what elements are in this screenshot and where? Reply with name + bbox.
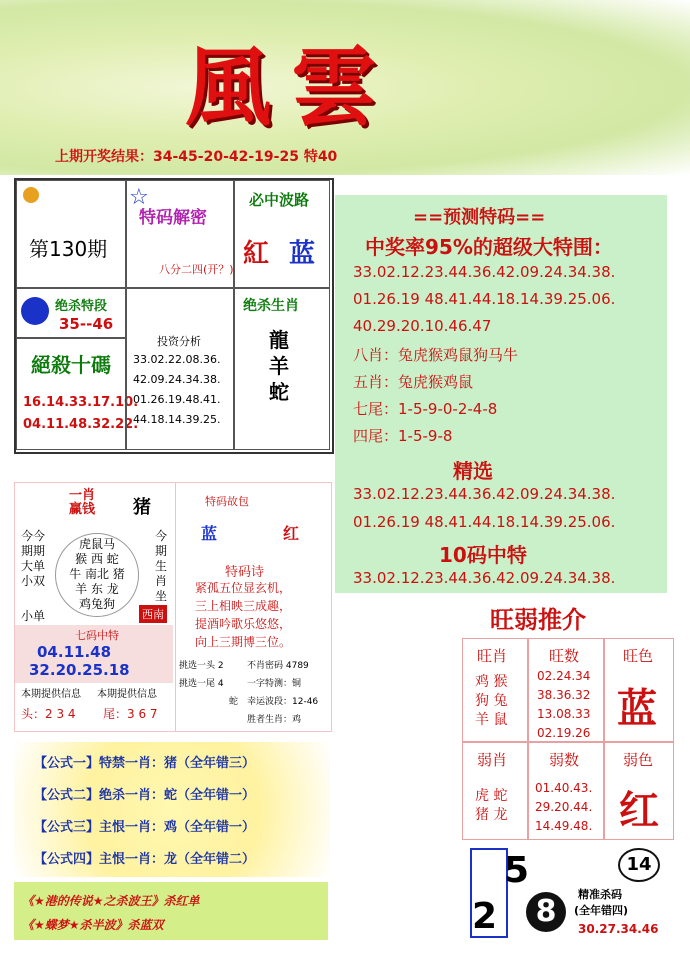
kill-section-cell [16, 288, 126, 338]
weak-color-cell [604, 742, 674, 840]
poem-line: 向上三期博三位。 [195, 635, 292, 649]
weak-color-value: 红 [619, 788, 659, 834]
predict-subheader: 中奖率95%的超级大特围： [365, 235, 613, 259]
wave-label: 必中波路 [249, 191, 310, 209]
kill-wave-line: 《★蝶梦★杀半波》杀蓝双 [22, 918, 164, 932]
formula-line: 【公式三】主恨一肖：鸡（全年错一） [34, 820, 256, 835]
invest-line: 33.02.22.08.36. [133, 353, 221, 366]
predict-line: 五肖：兔虎猴鸡鼠 [353, 373, 474, 391]
head-label: 本期提供信息 [21, 689, 81, 700]
previous-result [55, 146, 337, 166]
weak-zodiac-label: 弱肖 [477, 751, 508, 769]
ten-code-header: 10码中特 [439, 543, 527, 567]
issue-cell [16, 180, 126, 288]
puzzle-color-blue: 蓝 [201, 524, 218, 543]
one-zodiac-value: 猪 [133, 497, 151, 518]
small-odd-label: 小单 [21, 609, 46, 623]
star-icon: ☆ [129, 185, 149, 210]
yinyang-icon [21, 297, 49, 325]
seven-code-line: 04.11.48 [37, 643, 112, 661]
kill-zodiac-value: 龍羊蛇 [269, 328, 289, 404]
strong-zodiac-cell [462, 638, 528, 742]
formula-panel [14, 742, 330, 877]
tail-value: 尾：3 6 7 [103, 707, 158, 721]
prediction-panel [335, 195, 667, 593]
poem-section [175, 483, 331, 731]
strength-table [462, 638, 674, 840]
weak-number-value: 01.40.43. 29.20.44. 14.49.48. [535, 781, 593, 833]
strong-number-label: 旺数 [549, 647, 580, 665]
issue-number: 第130期 [29, 237, 108, 261]
invest-label: 投资分析 [157, 335, 201, 348]
select-line: 33.02.12.23.44.36.42.09.24.34.38. [353, 485, 616, 503]
strong-number-value: 02.24.34 38.36.32 13.08.33 02.19.26 [537, 669, 591, 740]
invest-line: 44.18.14.39.25. [133, 413, 221, 426]
select-line: 01.26.19 48.41.44.18.14.39.25.06. [353, 513, 616, 531]
one-zodiac-label: 一肖 赢钱 [69, 488, 96, 517]
puzzle-color-red: 红 [283, 524, 300, 543]
mini-right-line: 一字特测：铜 [247, 679, 302, 689]
predict-header: ==预测特码== [413, 207, 546, 228]
secret-title: 特码解密 [139, 208, 207, 228]
strong-color-label: 旺色 [623, 647, 654, 665]
invest-line: 01.26.19.48.41. [133, 393, 221, 406]
kill-ten-line: 04.11.48.32.22. [23, 417, 139, 432]
formula-line: 【公式四】主恨一肖：龙（全年错二） [34, 852, 256, 867]
weak-number-label: 弱数 [549, 751, 580, 769]
west-badge: 西南 [139, 605, 167, 623]
poem-line: 提酒吟歌乐悠悠， [195, 617, 292, 631]
zodiac-info-panel [14, 482, 332, 732]
seven-code-label: 七码中特 [75, 629, 119, 642]
kill-section-value: 35--46 [59, 315, 114, 333]
previous-result-value: 34-45-20-42-19-25 特40 [153, 149, 338, 165]
strong-zodiac-value: 鸡 猴 狗 兔 羊 鼠 [475, 674, 508, 728]
seven-code-box [15, 625, 173, 683]
mini-left-line: 挑选一头 2 [179, 661, 224, 671]
poem-line: 紧孤五位显玄机， [195, 581, 292, 595]
kill-ten-cell [16, 338, 139, 450]
ball-digit: 5 [504, 850, 530, 891]
formula-line: 【公式二】绝杀一肖：蛇（全年错一） [34, 788, 256, 803]
wave-blue: 蓝 [289, 239, 316, 269]
ten-code-line: 33.02.12.23.44.36.42.09.24.34.38. [353, 569, 616, 587]
weak-number-cell [528, 742, 604, 840]
formula-line: 【公式一】特禁一肖：猪（全年错三） [34, 756, 256, 771]
mini-right [247, 657, 318, 729]
head-value: 头：2 3 4 [21, 707, 76, 721]
kill-zodiac-cell [234, 288, 330, 450]
kill-wave-line: 《★港的传说★之杀波王》杀红单 [22, 894, 200, 908]
tail-label: 本期提供信息 [97, 689, 157, 700]
mini-right-line: 胜者生肖：鸡 [247, 715, 302, 725]
right-vertical-text: 今 期 生 肖 坐 [155, 529, 168, 603]
eight-label: 八分二四(开？) [159, 263, 234, 276]
poem-title: 特码诗 [225, 565, 265, 580]
wave-red: 紅 [243, 239, 270, 269]
strong-color-cell [604, 638, 674, 742]
strong-number-cell [528, 638, 604, 742]
predict-line: 八肖：兔虎猴鸡鼠狗马牛 [353, 346, 519, 364]
invest-line: 42.09.24.34.38. [133, 373, 221, 386]
seven-code-line: 32.20.25.18 [29, 661, 130, 679]
select-header: 精选 [453, 459, 493, 483]
previous-result-label: 上期开奖结果： [55, 149, 153, 165]
kill-numbers: 30.27.34.46 [578, 922, 659, 936]
predict-line: 01.26.19 48.41.44.18.14.39.25.06. [353, 290, 616, 308]
wheel-section [15, 483, 176, 731]
invest-cell [126, 288, 234, 450]
kill-code-panel [470, 848, 675, 943]
weak-zodiac-value: 虎 蛇 猪 龙 [475, 788, 508, 823]
kill-section-label: 绝杀特段 [55, 299, 108, 314]
wave-cell [234, 180, 330, 288]
page-title: 風雲 [185, 37, 397, 138]
strength-title: 旺弱推介 [490, 606, 586, 634]
ball-digit: 2 [472, 896, 498, 937]
mini-left [179, 657, 238, 711]
weak-color-label: 弱色 [623, 751, 654, 769]
secret-cell [126, 180, 234, 288]
predict-line: 33.02.12.23.44.36.42.09.24.34.38. [353, 263, 616, 281]
badge-icon [23, 187, 39, 203]
mini-left-line: 蛇 [229, 697, 239, 707]
weak-zodiac-cell [462, 742, 528, 840]
mini-right-line: 不肖密码 4789 [247, 661, 309, 671]
kill-ten-label: 絕殺十碼 [31, 353, 111, 377]
left-info-panel [14, 178, 334, 454]
mini-right-line: 幸运波段：12-46 [247, 697, 319, 707]
kill-zodiac-label: 绝杀生肖 [243, 298, 299, 314]
kill-label-2: (全年错四) [574, 904, 629, 917]
kill-wave-panel [14, 882, 328, 940]
kill-ten-line: 16.14.33.17.10. [23, 395, 139, 410]
strong-color-value: 蓝 [617, 686, 657, 732]
predict-line: 40.29.20.10.46.47 [353, 317, 492, 335]
predict-line: 四尾：1-5-9-8 [353, 427, 453, 445]
strong-zodiac-label: 旺肖 [477, 647, 508, 665]
mini-left-line: 挑选一尾 4 [179, 679, 224, 689]
puzzle-label: 特码故包 [205, 495, 249, 508]
predict-line: 七尾：1-5-9-0-2-4-8 [353, 400, 498, 418]
ball-digit: 8 [526, 892, 566, 932]
kill-label-1: 精准杀码 [578, 888, 622, 901]
badge-number: 14 [618, 848, 660, 882]
poem-line: 三上相映三成趣， [195, 599, 292, 613]
left-vertical-text: 今今 期期 大单 小双 [21, 529, 46, 588]
wheel-text: 虎鼠马 猴 西 蛇 牛 南北 猪 羊 东 龙 鸡兔狗 [69, 537, 125, 611]
